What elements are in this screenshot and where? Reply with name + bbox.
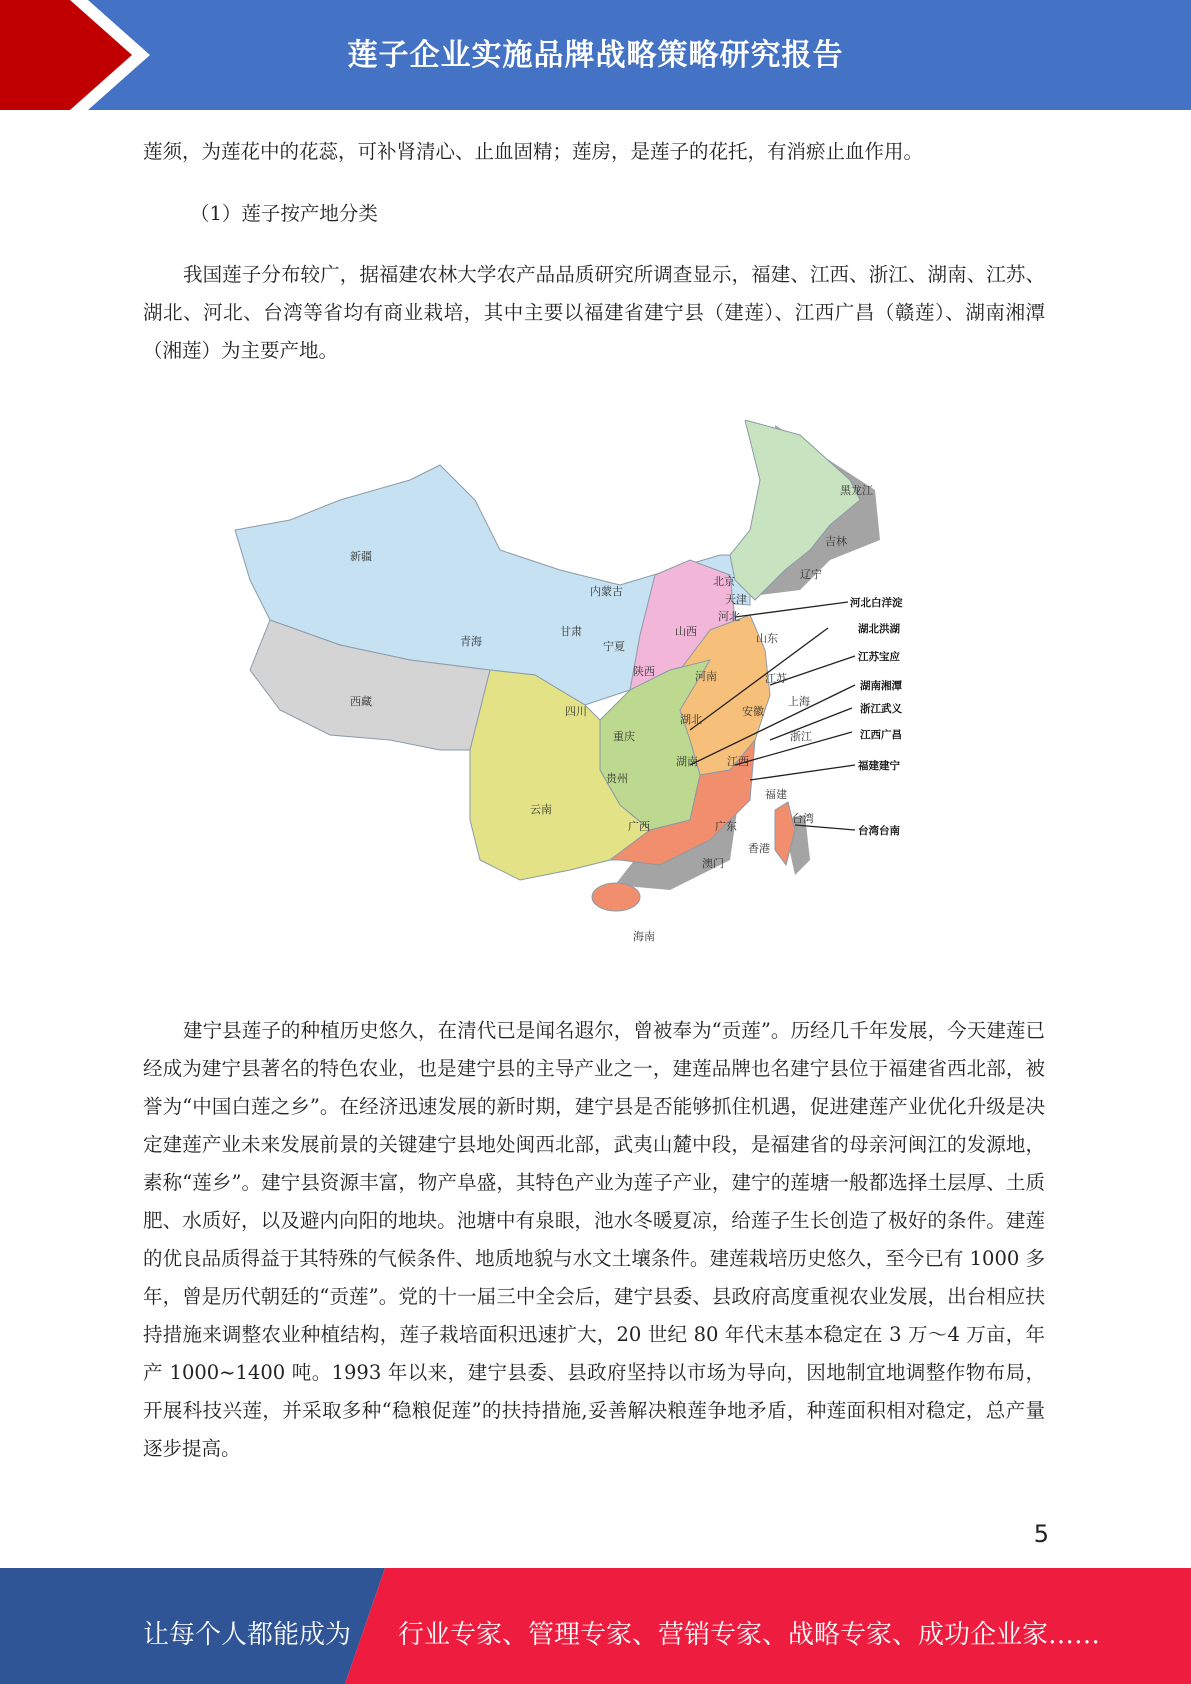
province-label: 河南 (695, 670, 717, 683)
callout-label: 福建建宁 (858, 760, 900, 772)
province-label: 山东 (756, 632, 778, 645)
paragraph-jianning-history: 建宁县莲子的种植历史悠久，在清代已是闻名遐尔，曾被奉为“贡莲”。历经几千年发展，今天建莲已经成为建宁县著名的特色农业，也是建宁县的主导产业之一，建莲品牌也名建宁县位于福建省西北部，被誉为“中国白莲之乡”。在经济迅速发展的新时期，建宁县是否能够抓住机遇，促进建莲产业优化升级是决定建莲产业未来发展前景的关键建宁县地处闽西北部，武夷山麓中段，是福建省的母亲河闽江的发源地，素称“莲乡”。建宁县资源丰富，物产阜盛，其特色产业为莲子产业，建宁的莲塘一般都选择土层厚、土质肥、水质好，以及避内向阳的地块。池塘中有泉眼，池水冬暖夏凉，给莲子生长创造了极好的条件。建莲的优良品质得益于其特殊的气候条件、地质地貌与水文土壤条件。建莲栽培历史悠久，至今已有 1000 多年，曾是历代朝廷的“贡莲”。党的十一届三中全会后，建宁县委、县政府高度重视农业发展，出台相应扶持措施来调整农业种植结构，莲子栽培面积迅速扩大，20 世纪 80 年代末基本稳定在 3 万～4 万亩，年产 1000~1400 吨。1993 年以来，建宁县委、县政府坚持以市场为导向，因地制宜地调整作物布局，开展科技兴莲，并采取多种“稳粮促莲”的扶持措施,妥善解决粮莲争地矛盾，种莲面积相对稳定，总产量逐步提高。 (143, 1019, 1045, 1460)
province-label: 内蒙古 (590, 585, 623, 598)
paragraph-distribution: 我国莲子分布较广，据福建农林大学农产品品质研究所调查显示，福建、江西、浙江、湖南、江苏、湖北、河北、台湾等省均有商业栽培，其中主要以福建省建宁县（建莲）、江西广昌（赣莲）、湖南湘潭（湘莲）为主要产地。 (143, 263, 1045, 362)
page-number: 5 (1033, 1520, 1049, 1548)
province-label: 浙江 (790, 730, 812, 743)
callout-label: 河北白洋淀 (850, 597, 903, 609)
callout-label: 江苏宝应 (858, 651, 900, 663)
province-label: 云南 (530, 803, 552, 816)
callout-label: 湖北洪湖 (858, 623, 900, 635)
province-label: 重庆 (613, 730, 635, 743)
province-label: 广西 (628, 820, 650, 833)
province-label: 黑龙江 (840, 484, 873, 497)
header-title: 莲子企业实施品牌战略策略研究报告 (347, 38, 844, 73)
footer-slogan-left: 让每个人都能成为 (143, 1620, 352, 1650)
province-label: 北京 (713, 575, 735, 588)
province-label: 吉林 (825, 535, 847, 548)
province-label: 天津 (725, 593, 747, 606)
callout-label: 湖南湘潭 (860, 680, 902, 692)
province-label: 香港 (748, 842, 770, 855)
province-label: 山西 (675, 625, 697, 638)
province-label: 西藏 (350, 695, 372, 708)
province-label: 四川 (565, 705, 587, 718)
province-label: 江西 (727, 755, 749, 768)
footer-slogan-right: 行业专家、管理专家、营销专家、战略专家、成功企业家…… (398, 1620, 1101, 1650)
province-label: 宁夏 (603, 640, 625, 653)
province-label: 辽宁 (800, 568, 822, 581)
callout-label: 浙江武义 (860, 703, 902, 715)
province-label: 新疆 (350, 550, 372, 563)
callout-label: 台湾台南 (858, 825, 900, 837)
province-hainan-shape (592, 883, 640, 911)
china-lotus-map (230, 420, 950, 970)
province-label: 福建 (765, 788, 787, 801)
province-label: 台湾 (792, 812, 814, 825)
province-label: 海南 (633, 930, 655, 943)
province-label: 江苏 (765, 672, 787, 685)
province-label: 湖南 (676, 755, 698, 768)
province-label: 上海 (788, 695, 810, 708)
province-label: 甘肃 (560, 625, 582, 638)
paragraph-lotus-stamen: 莲须，为莲花中的花蕊，可补肾清心、止血固精；莲房，是莲子的花托，有消瘀止血作用。 (143, 140, 924, 163)
province-label: 青海 (460, 635, 482, 648)
province-label: 贵州 (606, 772, 628, 785)
section-heading-origin: （1）莲子按产地分类 (190, 202, 378, 225)
province-label: 安徽 (742, 705, 764, 718)
callout-label: 江西广昌 (860, 729, 902, 741)
province-label: 澳门 (702, 857, 724, 870)
province-label: 湖北 (680, 713, 702, 726)
page-header (0, 0, 1191, 110)
province-label: 陕西 (633, 665, 655, 678)
province-label: 广东 (715, 820, 737, 833)
page-footer (0, 1568, 1191, 1684)
province-label: 河北 (718, 610, 740, 623)
